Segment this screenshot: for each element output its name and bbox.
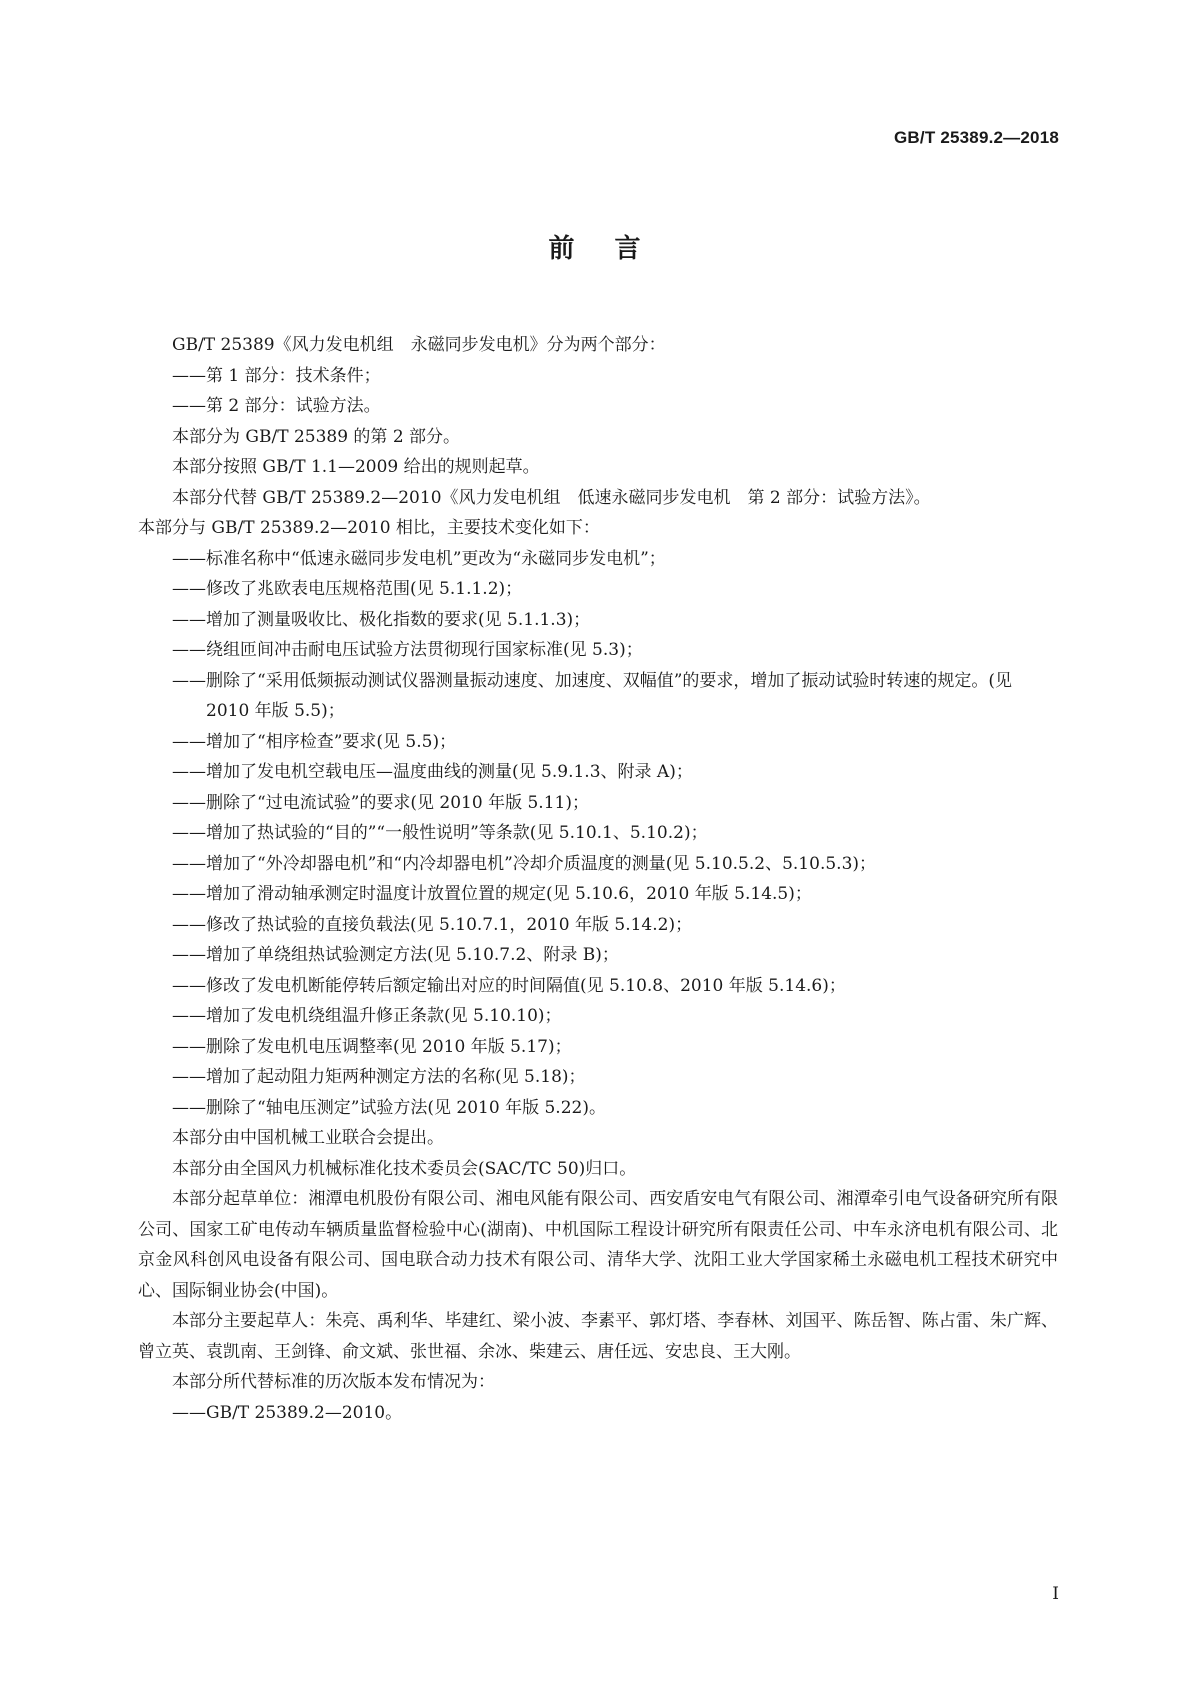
change-item: ——增加了“外冷却器电机”和“内冷却器电机”冷却介质温度的测量(见 5.10.5.2、5.10.5.3)； [172,853,877,874]
change-item: ——增加了“相序检查”要求(见 5.5)； [172,731,457,752]
change-item: ——修改了热试验的直接负载法(见 5.10.7.1，2010 年版 5.14.2)； [172,914,693,935]
list-item: ——GB/T 25389.2—2010。 [172,1402,403,1423]
change-item: ——修改了发电机断能停转后额定输出对应的时间隔值(见 5.10.8、2010 年版 5.14.6)； [172,975,846,996]
change-item: ——标准名称中“低速永磁同步发电机”更改为“永磁同步发电机”； [172,548,666,569]
change-item: ——删除了“过电流试验”的要求(见 2010 年版 5.11)； [172,792,589,813]
paragraph-drafting-rules: 本部分按照 GB/T 1.1—2009 给出的规则起草。 [172,457,540,477]
list-item: ——第 2 部分：试验方法。 [172,396,381,416]
change-item: ——增加了滑动轴承测定时温度计放置位置的规定(见 5.10.6，2010 年版 5.14.5)； [172,884,812,904]
paragraph-replaces: 本部分代替 GB/T 25389.2—2010《风力发电机组 低速永磁同步发电机 第 2 部分：试验方法》。 [172,487,931,508]
page-number: I [1052,1584,1059,1604]
paragraph-previous-editions: 本部分所代替标准的历次版本发布情况为： [172,1372,495,1392]
change-item: ——删除了“轴电压测定”试验方法(见 2010 年版 5.22)。 [172,1097,606,1118]
change-item: ——删除了发电机电压调整率(见 2010 年版 5.17)； [172,1036,572,1057]
page-title: 前言 [548,234,681,264]
change-item: ——修改了兆欧表电压规格范围(见 5.1.1.2)； [172,579,523,599]
paragraph-changes-intro: 本部分与 GB/T 25389.2—2010 相比，主要技术变化如下： [138,518,600,538]
standard-code: GB/T 25389.2—2018 [894,128,1059,147]
change-item: ——增加了发电机空载电压—温度曲线的测量(见 5.9.1.3、附录 A)； [172,762,693,782]
change-item: ——增加了测量吸收比、极化指数的要求(见 5.1.1.3)； [172,609,591,630]
change-item: ——删除了“采用低频振动测试仪器测量振动速度、加速度、双幅值”的要求，增加了振动试验时转速的规定。(见 2010 年版 5.5)； [172,670,1013,721]
paragraph-intro: GB/T 25389《风力发电机组 永磁同步发电机》分为两个部分： [172,335,666,355]
paragraph-drafting-units: 本部分起草单位：湘潭电机股份有限公司、湘电风能有限公司、西安盾安电气有限公司、湘潭牵引电气设备研究所有限公司、国家工矿电传动车辆质量监督检验中心(湖南)、中机国际工程设计研究所有限责任公司、中车永济电机有限公司、北京金风科创风电设备有限公司、国电联合动力技术有限公司、清华大学、沈阳工业大学国家稀土永磁电机工程技术研究中心、国际铜业协会(中国)。 [138,1189,1058,1301]
change-item: ——增加了起动阻力矩两种测定方法的名称(见 5.18)； [172,1067,586,1087]
list-item: ——第 1 部分：技术条件； [172,365,381,386]
change-item: ——绕组匝间冲击耐电压试验方法贯彻现行国家标准(见 5.3)； [172,640,643,660]
paragraph-proposed-by: 本部分由中国机械工业联合会提出。 [172,1128,444,1148]
change-item: ——增加了单绕组热试验测定方法(见 5.10.7.2、附录 B)； [172,945,619,965]
document-body [138,330,1058,1428]
paragraph-part: 本部分为 GB/T 25389 的第 2 部分。 [172,426,461,447]
paragraph-drafters: 本部分主要起草人：朱亮、禹利华、毕建红、梁小波、李素平、郭灯塔、李春林、刘国平、陈岳智、陈占雷、朱广辉、曾立英、袁凯南、王剑锋、俞文斌、张世福、余冰、柴建云、唐任远、安忠良、王大刚。 [138,1311,1058,1362]
paragraph-under-jurisdiction: 本部分由全国风力机械标准化技术委员会(SAC/TC 50)归口。 [172,1158,637,1179]
change-item: ——增加了热试验的“目的”“一般性说明”等条款(见 5.10.1、5.10.2)； [172,823,708,843]
change-item: ——增加了发电机绕组温升修正条款(见 5.10.10)； [172,1006,562,1026]
